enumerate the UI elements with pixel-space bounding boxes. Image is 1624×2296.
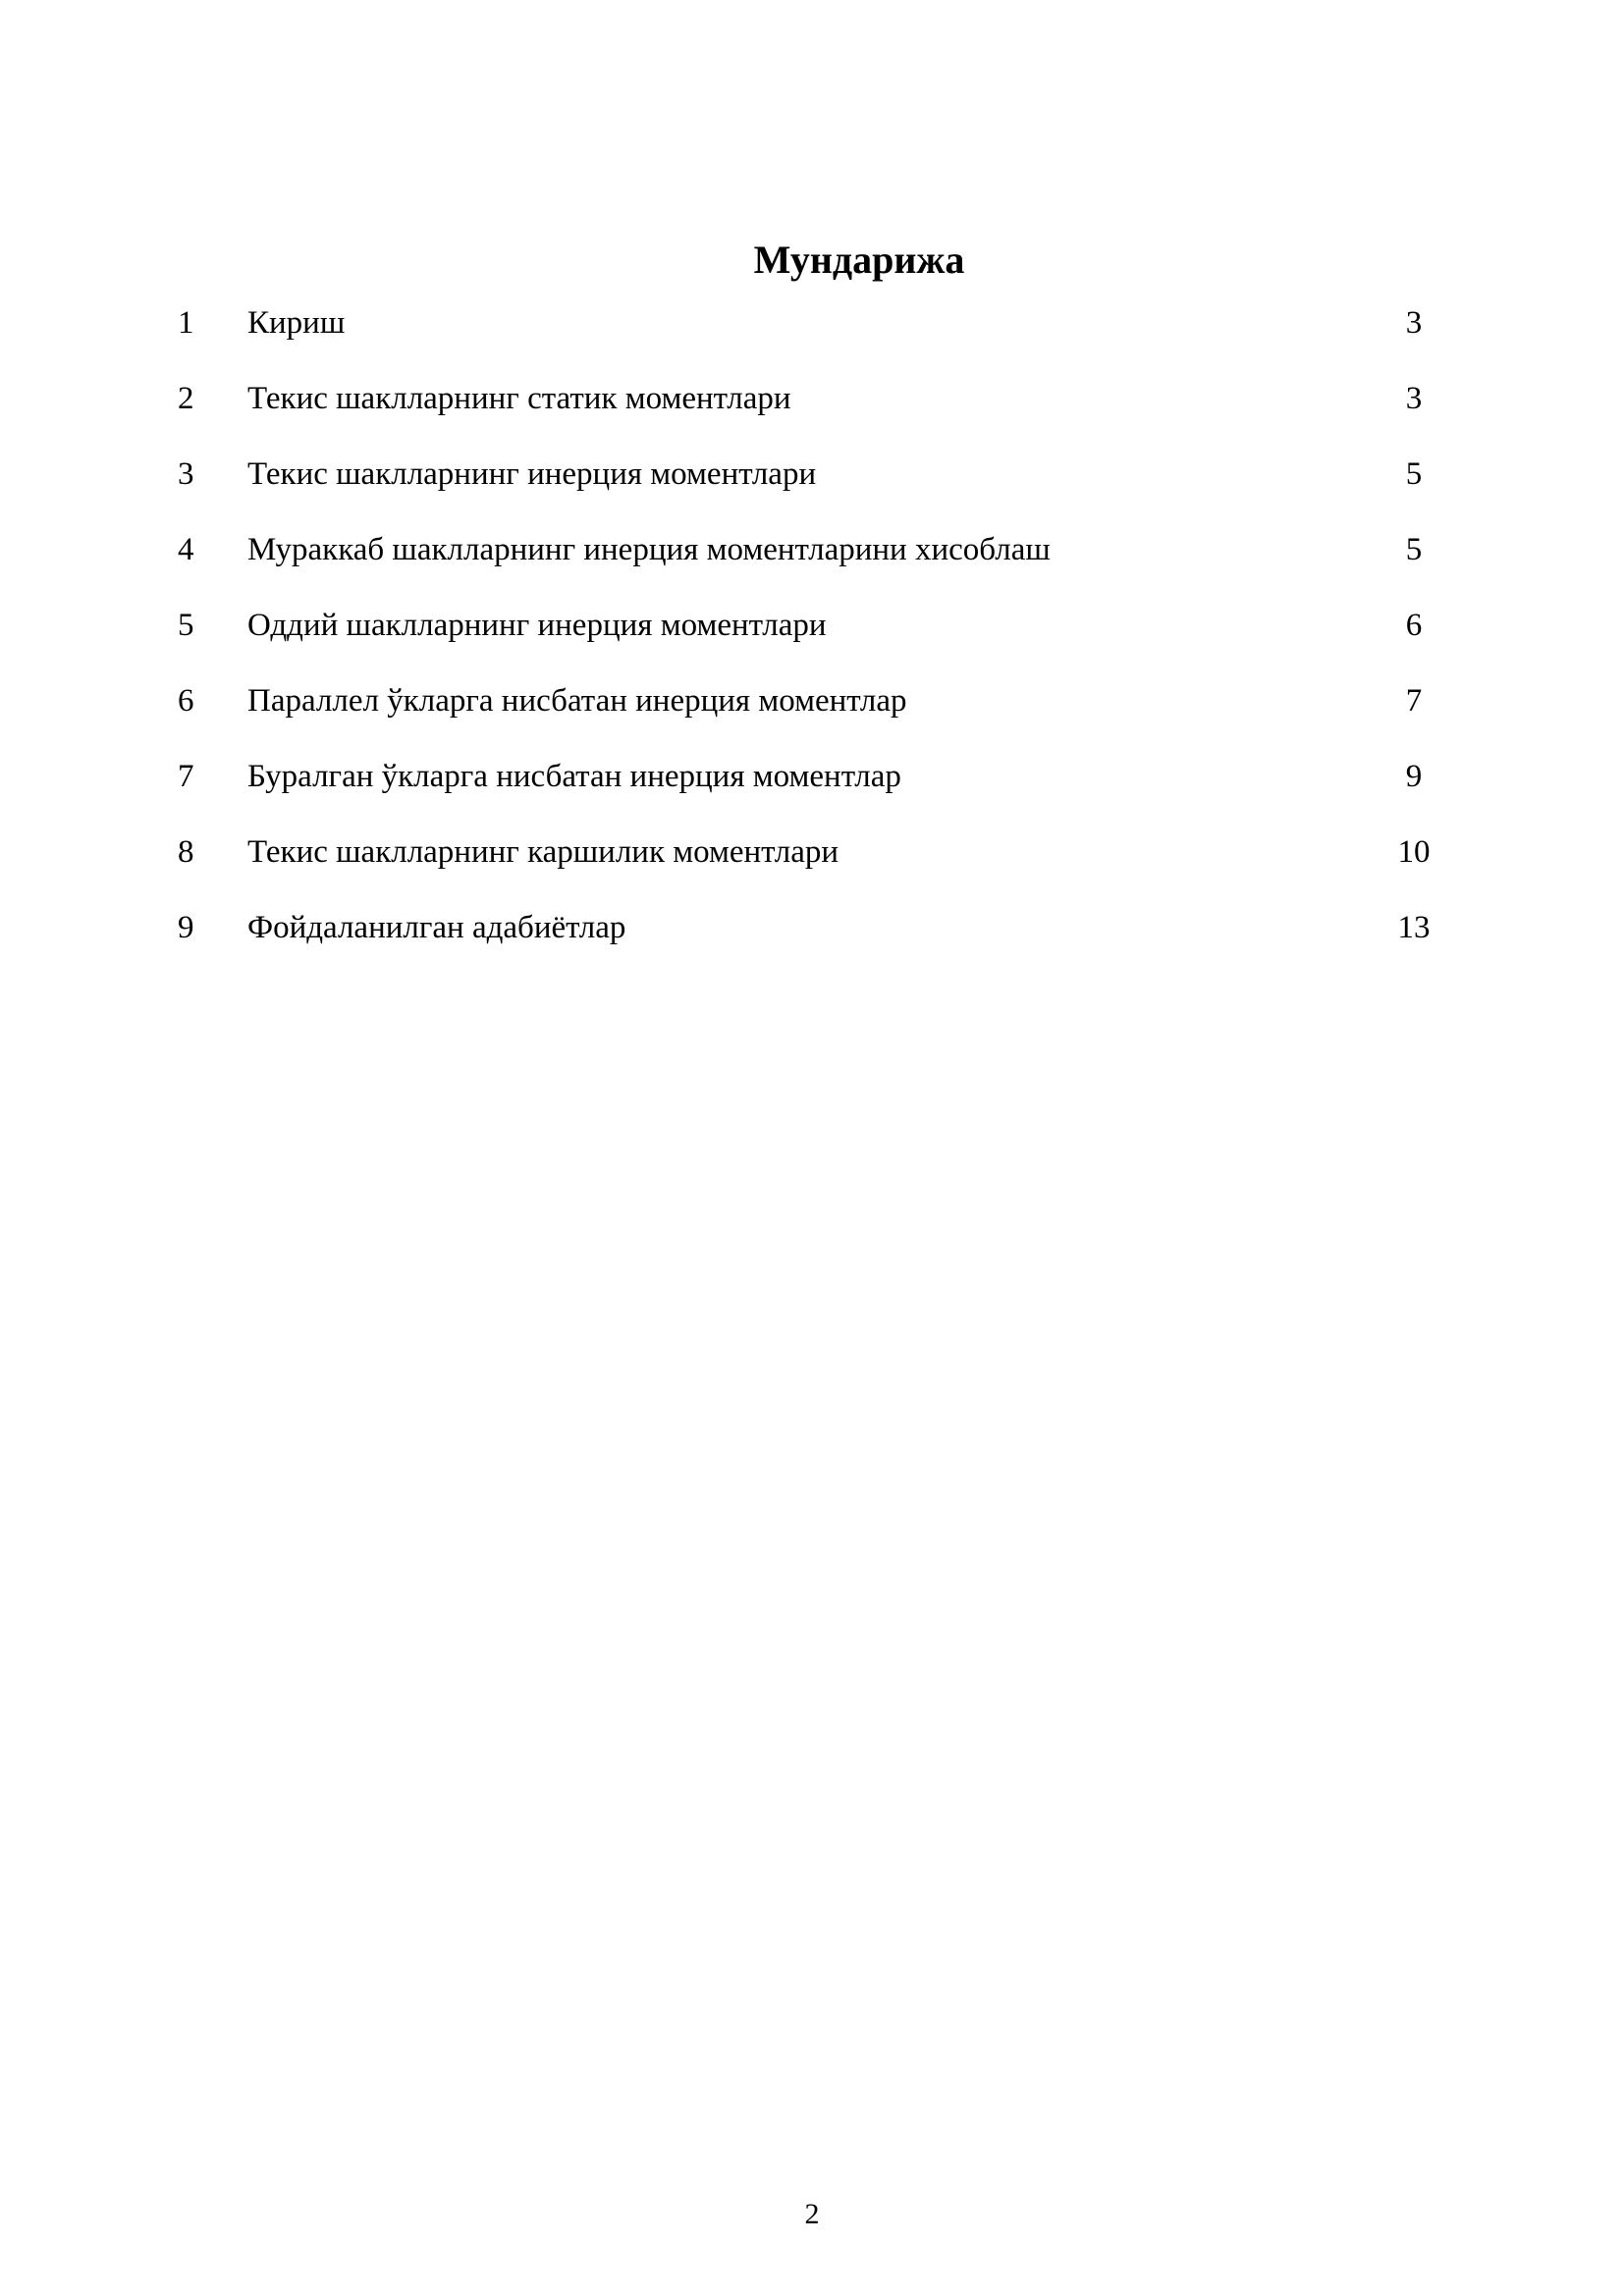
toc-entry-page: 3 [1405,381,1423,416]
toc-entry-title: Фойдаланилган адабиётлар [247,910,626,945]
toc-entry-title: Буралган ўкларга нисбатан инерция моментлар [247,759,901,794]
toc-entry-title: Мураккаб шаклларнинг инерция моментларини хисоблаш [247,532,1051,567]
toc-entry-number: 1 [178,305,194,341]
toc-entry [0,452,1624,497]
toc-entry-number: 2 [178,381,194,416]
toc-entry [0,300,1624,346]
toc-entry-title: Текис шаклларнинг статик моментлари [247,381,791,416]
toc-entry [0,527,1624,572]
toc-entry-title: Параллел ўкларга нисбатан инерция моментлар [247,683,907,719]
toc-entry [0,603,1624,648]
toc-entry [0,905,1624,950]
toc-entry-page: 5 [1405,532,1423,567]
toc-entry [0,678,1624,723]
toc-entry-title: Оддий шаклларнинг инерция моментлари [247,608,827,643]
toc-entry-title: Текис шаклларнинг каршилик моментлари [247,834,839,870]
toc-entry-page: 5 [1405,456,1423,492]
toc-entry [0,754,1624,799]
toc-entry [0,376,1624,421]
page-title: Мундарижа [753,238,965,282]
toc-entry-title: Текис шаклларнинг инерция моментлари [247,456,817,492]
toc-entry-number: 6 [178,683,194,719]
toc-entry-title: Кириш [247,305,346,341]
toc-entry-page: 6 [1405,608,1423,643]
toc-entry-page: 13 [1397,910,1431,945]
toc-entry-number: 5 [178,608,194,643]
toc-entry-number: 7 [178,759,194,794]
toc-entry [0,829,1624,875]
page-number: 2 [804,2198,820,2230]
toc-entry-number: 9 [178,910,194,945]
toc-entry-number: 4 [178,532,194,567]
toc-entry-number: 8 [178,834,194,870]
toc-entry-page: 10 [1397,834,1431,870]
toc-entry-page: 3 [1405,305,1423,341]
toc-entry-number: 3 [178,456,194,492]
toc-entry-page: 9 [1405,759,1423,794]
toc-entry-page: 7 [1405,683,1423,719]
